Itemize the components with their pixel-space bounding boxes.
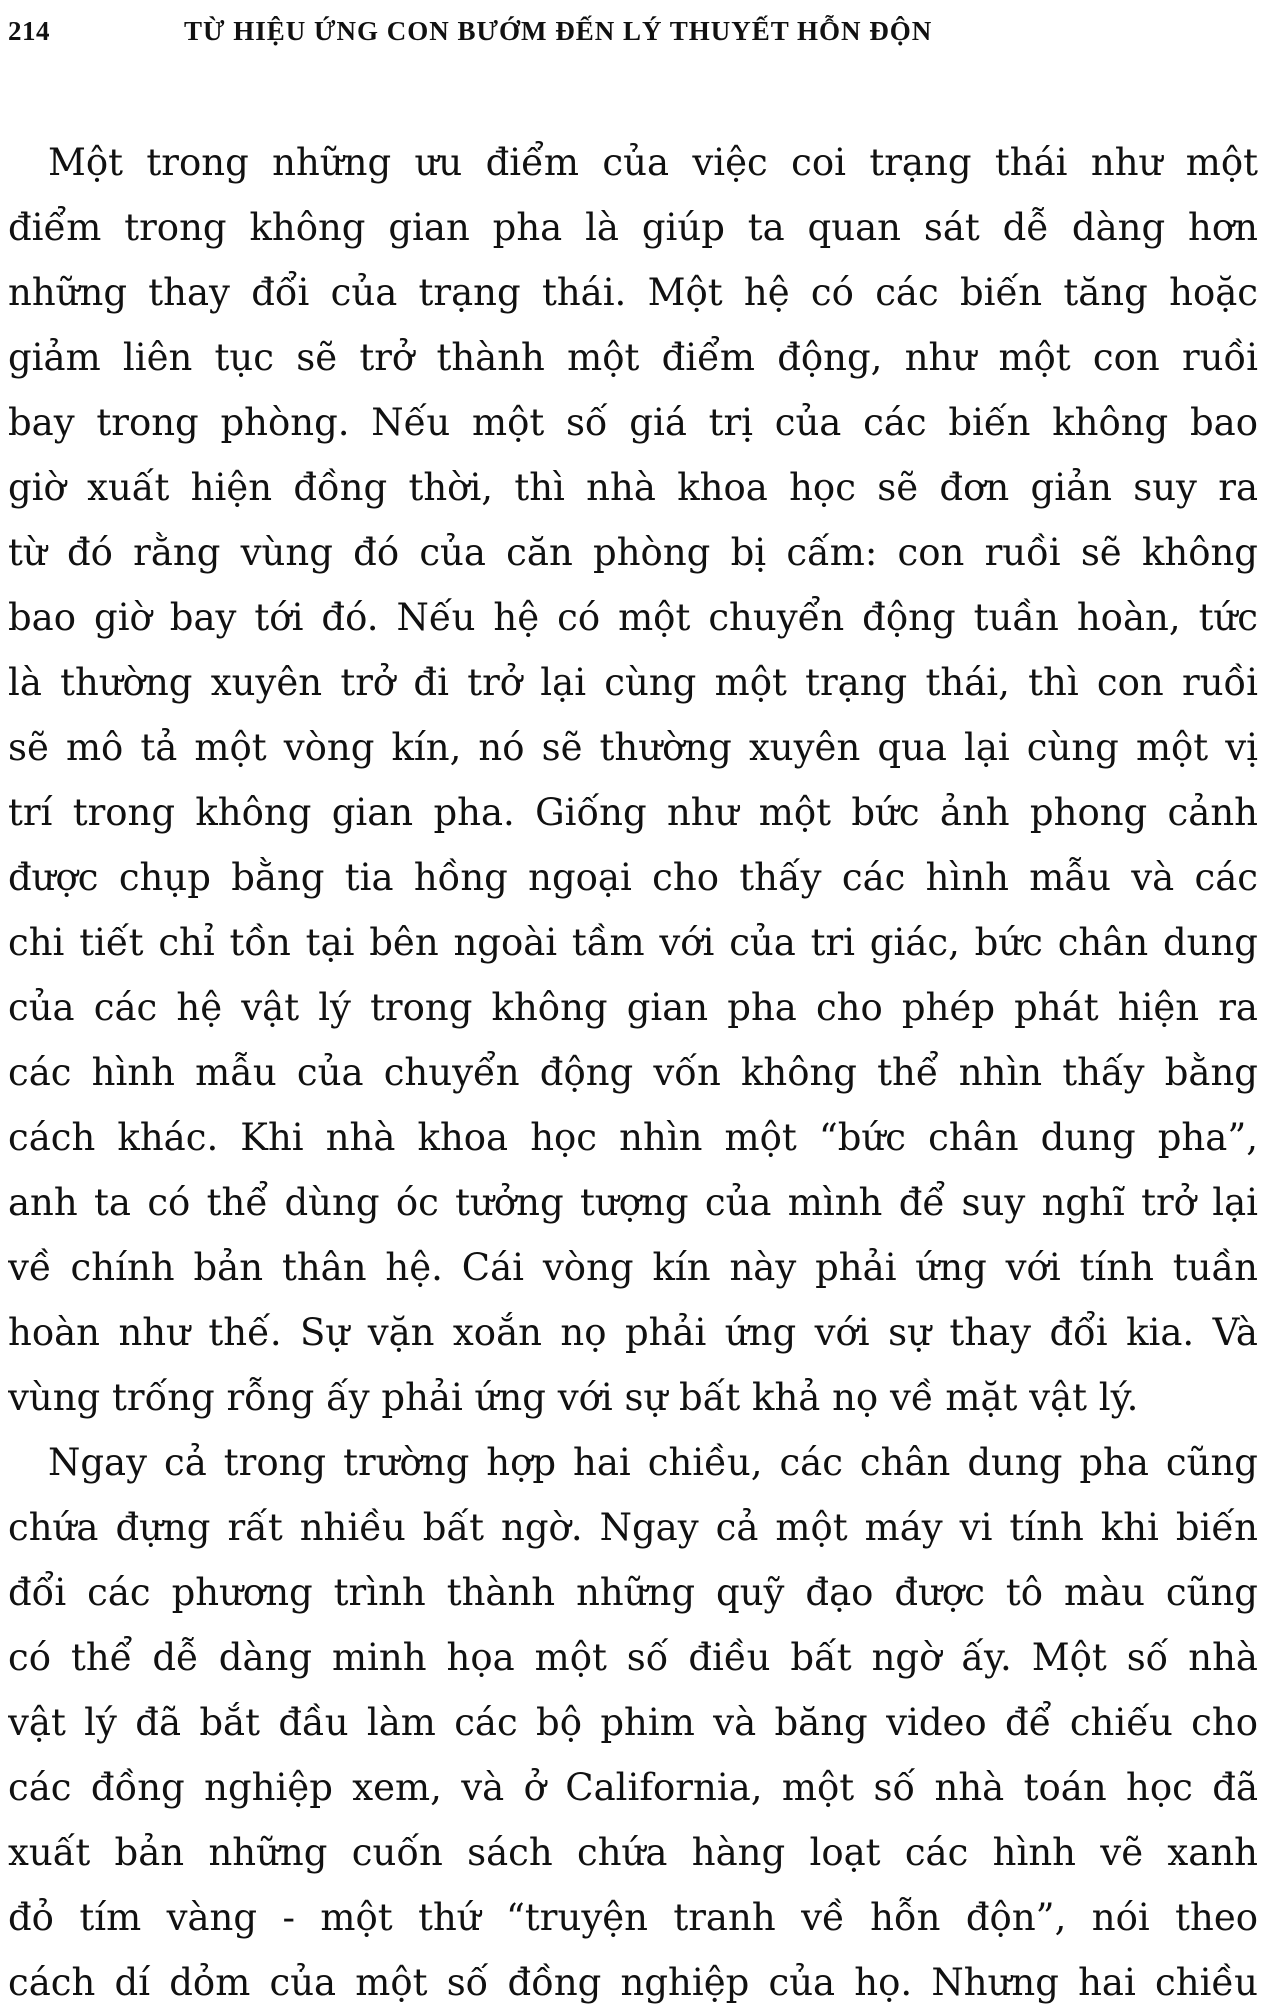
text-line: chi tiết chỉ tồn tại bên ngoài tầm với của tri giác, bức chân dung: [8, 921, 1258, 964]
text-line: cách khác. Khi nhà khoa học nhìn một “bức chân dung pha”,: [8, 1116, 1258, 1159]
text-line: có thể dễ dàng minh họa một số điều bất ngờ ấy. Một số nhà: [8, 1636, 1258, 1679]
text-line: giờ xuất hiện đồng thời, thì nhà khoa học sẽ đơn giản suy ra: [8, 466, 1258, 509]
page-number: 214: [8, 16, 50, 46]
text-line: điểm trong không gian pha là giúp ta quan sát dễ dàng hơn: [8, 206, 1258, 249]
paragraph-1: [8, 130, 1258, 1430]
text-line: cách dí dỏm của một số đồng nghiệp của họ. Nhưng hai chiều: [8, 1961, 1258, 2004]
text-line: Một trong những ưu điểm của việc coi trạng thái như một: [48, 141, 1258, 184]
text-line: hoàn như thế. Sự vặn xoắn nọ phải ứng với sự thay đổi kia. Và: [8, 1311, 1258, 1354]
paragraph-2: [8, 1430, 1258, 2015]
text-line: bay trong phòng. Nếu một số giá trị của các biến không bao: [8, 401, 1258, 444]
text-line: anh ta có thể dùng óc tưởng tượng của mình để suy nghĩ trở lại: [8, 1181, 1258, 1224]
text-line: những thay đổi của trạng thái. Một hệ có các biến tăng hoặc: [8, 271, 1258, 314]
text-line: chứa đựng rất nhiều bất ngờ. Ngay cả một máy vi tính khi biến: [8, 1506, 1258, 1549]
text-line: giảm liên tục sẽ trở thành một điểm động, như một con ruồi: [8, 336, 1258, 379]
text-line: các đồng nghiệp xem, và ở California, một số nhà toán học đã: [8, 1766, 1258, 1809]
text-line: về chính bản thân hệ. Cái vòng kín này phải ứng với tính tuần: [8, 1246, 1258, 1289]
text-line: đỏ tím vàng - một thứ “truyện tranh về hỗn độn”, nói theo: [8, 1896, 1258, 1939]
text-line: Ngay cả trong trường hợp hai chiều, các chân dung pha cũng: [48, 1441, 1258, 1484]
running-header: [8, 16, 1258, 56]
text-line: trí trong không gian pha. Giống như một bức ảnh phong cảnh: [8, 791, 1258, 834]
text-line: là thường xuyên trở đi trở lại cùng một trạng thái, thì con ruồi: [8, 661, 1258, 704]
text-line: các hình mẫu của chuyển động vốn không thể nhìn thấy bằng: [8, 1051, 1258, 1094]
text-line: vùng trống rỗng ấy phải ứng với sự bất khả nọ về mặt vật lý.: [8, 1376, 1139, 1419]
text-line: đổi các phương trình thành những quỹ đạo được tô màu cũng: [8, 1571, 1258, 1614]
running-title: TỪ HIỆU ỨNG CON BƯỚM ĐẾN LÝ THUYẾT HỖN ĐỘN: [184, 16, 933, 46]
text-line: được chụp bằng tia hồng ngoại cho thấy các hình mẫu và các: [8, 856, 1258, 899]
text-line: bao giờ bay tới đó. Nếu hệ có một chuyển động tuần hoàn, tức: [8, 596, 1258, 639]
text-line: xuất bản những cuốn sách chứa hàng loạt các hình vẽ xanh: [8, 1831, 1258, 1874]
text-line: của các hệ vật lý trong không gian pha cho phép phát hiện ra: [8, 986, 1258, 1029]
text-line: vật lý đã bắt đầu làm các bộ phim và băng video để chiếu cho: [8, 1701, 1258, 1744]
text-line: sẽ mô tả một vòng kín, nó sẽ thường xuyên qua lại cùng một vị: [8, 726, 1258, 769]
body-text: [8, 130, 1258, 2015]
text-line: từ đó rằng vùng đó của căn phòng bị cấm: con ruồi sẽ không: [8, 531, 1258, 574]
